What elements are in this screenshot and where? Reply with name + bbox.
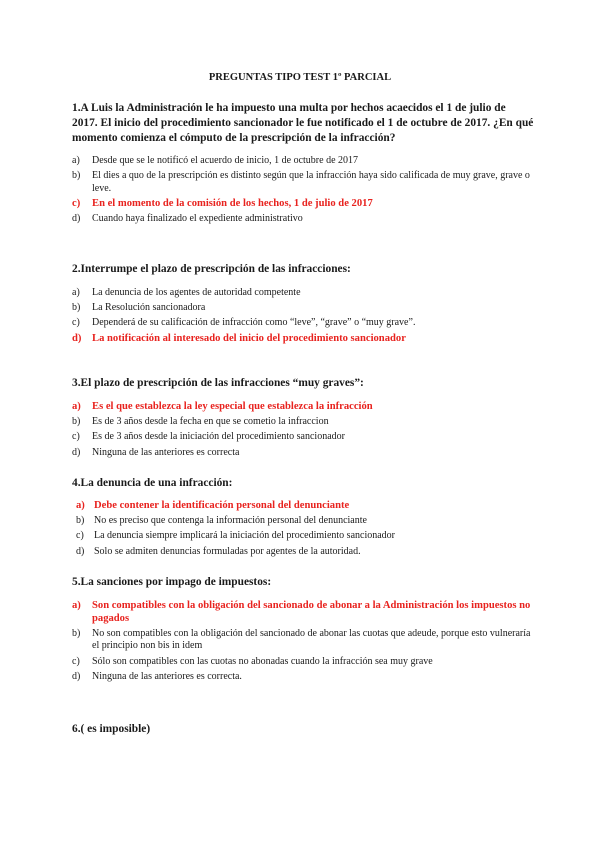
option-a-correct <box>72 500 534 513</box>
option-letter: a) <box>72 287 80 298</box>
question-text: 4.La denuncia de una infracción: <box>72 477 233 489</box>
option-letter: c) <box>72 431 80 443</box>
option-text: No es preciso que contenga la información personal del denunciante <box>94 515 367 527</box>
option-text: Son compatibles con la obligación del sancionado de abonar a la Administración los impuestos no pagados <box>92 600 531 624</box>
option-text: La denuncia de los agentes de autoridad competente <box>92 287 301 298</box>
question-4 <box>72 476 534 561</box>
question-2 <box>72 262 534 348</box>
option-letter: d) <box>72 446 81 458</box>
option-text: Dependerá de su calificación de infracción como “leve”, “grave” o “muy grave”. <box>92 317 416 329</box>
option-text: Solo se admiten denuncias formuladas por agentes de la autoridad. <box>94 545 361 557</box>
option-text: Cuando haya finalizado el expediente administrativo <box>92 213 303 225</box>
option-text: Es de 3 años desde la fecha en que se cometio la infraccion <box>92 416 329 428</box>
option-c-correct <box>72 198 534 211</box>
option-letter: b) <box>72 416 81 428</box>
option-d <box>72 671 534 684</box>
option-letter: b) <box>72 302 81 314</box>
option-letter: d) <box>72 670 81 682</box>
option-text: En el momento de la comisión de los hechos, 1 de julio de 2017 <box>92 197 373 209</box>
option-a-correct <box>72 600 534 625</box>
option-d <box>72 546 534 559</box>
option-letter: c) <box>76 530 84 542</box>
option-text: Es el que establezca la ley especial que establezca la infracción <box>92 401 373 412</box>
option-a-correct <box>72 401 534 414</box>
question-5 <box>72 575 534 686</box>
option-letter: a) <box>76 500 85 511</box>
option-list <box>72 287 534 345</box>
option-text: Ninguna de las anteriores es correcta <box>92 446 240 458</box>
option-letter: b) <box>76 515 85 527</box>
option-text: Ninguna de las anteriores es correcta. <box>92 670 242 682</box>
question-text: 1.A Luis la Administración le ha impuesto una multa por hechos acaecidos el 1 de julio de 2017. El inicio del procedimiento sancionador le fue notificado el 1 de octubre de 2017. ¿En qué momento comienza el cómputo de la prescripción de la infracción? <box>72 102 534 144</box>
option-list <box>72 500 534 558</box>
option-d <box>72 213 534 226</box>
option-letter: d) <box>72 213 81 225</box>
option-c <box>72 431 534 444</box>
question-6 <box>72 722 534 737</box>
question-text: 5.La sanciones por impago de impuestos: <box>72 576 272 588</box>
option-list <box>72 155 534 226</box>
option-c <box>72 530 534 543</box>
option-d <box>72 447 534 460</box>
option-text: Sólo son compatibles con las cuotas no abonadas cuando la infracción sea muy grave <box>92 655 433 667</box>
option-a <box>72 287 534 300</box>
option-letter: b) <box>72 627 81 639</box>
option-list <box>72 401 534 459</box>
option-text: La Resolución sancionadora <box>92 302 206 314</box>
option-letter: a) <box>72 155 80 166</box>
option-letter: d) <box>76 545 85 557</box>
question-text: 3.El plazo de prescripción de las infracciones “muy graves”: <box>72 377 364 389</box>
option-letter: a) <box>72 600 81 611</box>
option-list <box>72 600 534 683</box>
option-text: Debe contener la identificación personal del denunciante <box>94 500 350 511</box>
option-b <box>72 302 534 315</box>
option-letter: b) <box>72 170 81 182</box>
option-b <box>72 416 534 429</box>
option-a <box>72 155 534 168</box>
option-letter: a) <box>72 401 81 412</box>
option-b <box>72 170 534 195</box>
option-text: Es de 3 años desde la iniciación del procedimiento sancionador <box>92 431 345 443</box>
option-c <box>72 656 534 669</box>
question-text: 2.Interrumpe el plazo de prescripción de las infracciones: <box>72 263 351 275</box>
option-letter: c) <box>72 317 80 329</box>
question-text: 6.( es imposible) <box>72 723 151 735</box>
option-c <box>72 317 534 330</box>
page-title: PREGUNTAS TIPO TEST 1º PARCIAL <box>208 72 392 83</box>
option-b <box>72 515 534 528</box>
option-text: La notificación al interesado del inicio del procedimiento sancionador <box>92 332 406 344</box>
option-b <box>72 628 534 653</box>
option-letter: c) <box>72 197 81 209</box>
option-text: Desde que se le notificó el acuerdo de inicio, 1 de octubre de 2017 <box>92 155 359 166</box>
option-letter: c) <box>72 655 80 667</box>
option-text: La denuncia siempre implicará la iniciación del procedimiento sancionador <box>94 530 395 542</box>
option-text: El dies a quo de la prescripción es distinto según que la infracción haya sido calificada de muy grave, grave o leve. <box>92 170 530 194</box>
option-d-correct <box>72 333 534 346</box>
question-3 <box>72 376 534 462</box>
option-text: No son compatibles con la obligación del sancionado de abonar las cuotas que adeude, porque esto vulneraría el principio non bis in idem <box>92 627 531 652</box>
question-1 <box>72 101 534 228</box>
option-letter: d) <box>72 332 82 344</box>
